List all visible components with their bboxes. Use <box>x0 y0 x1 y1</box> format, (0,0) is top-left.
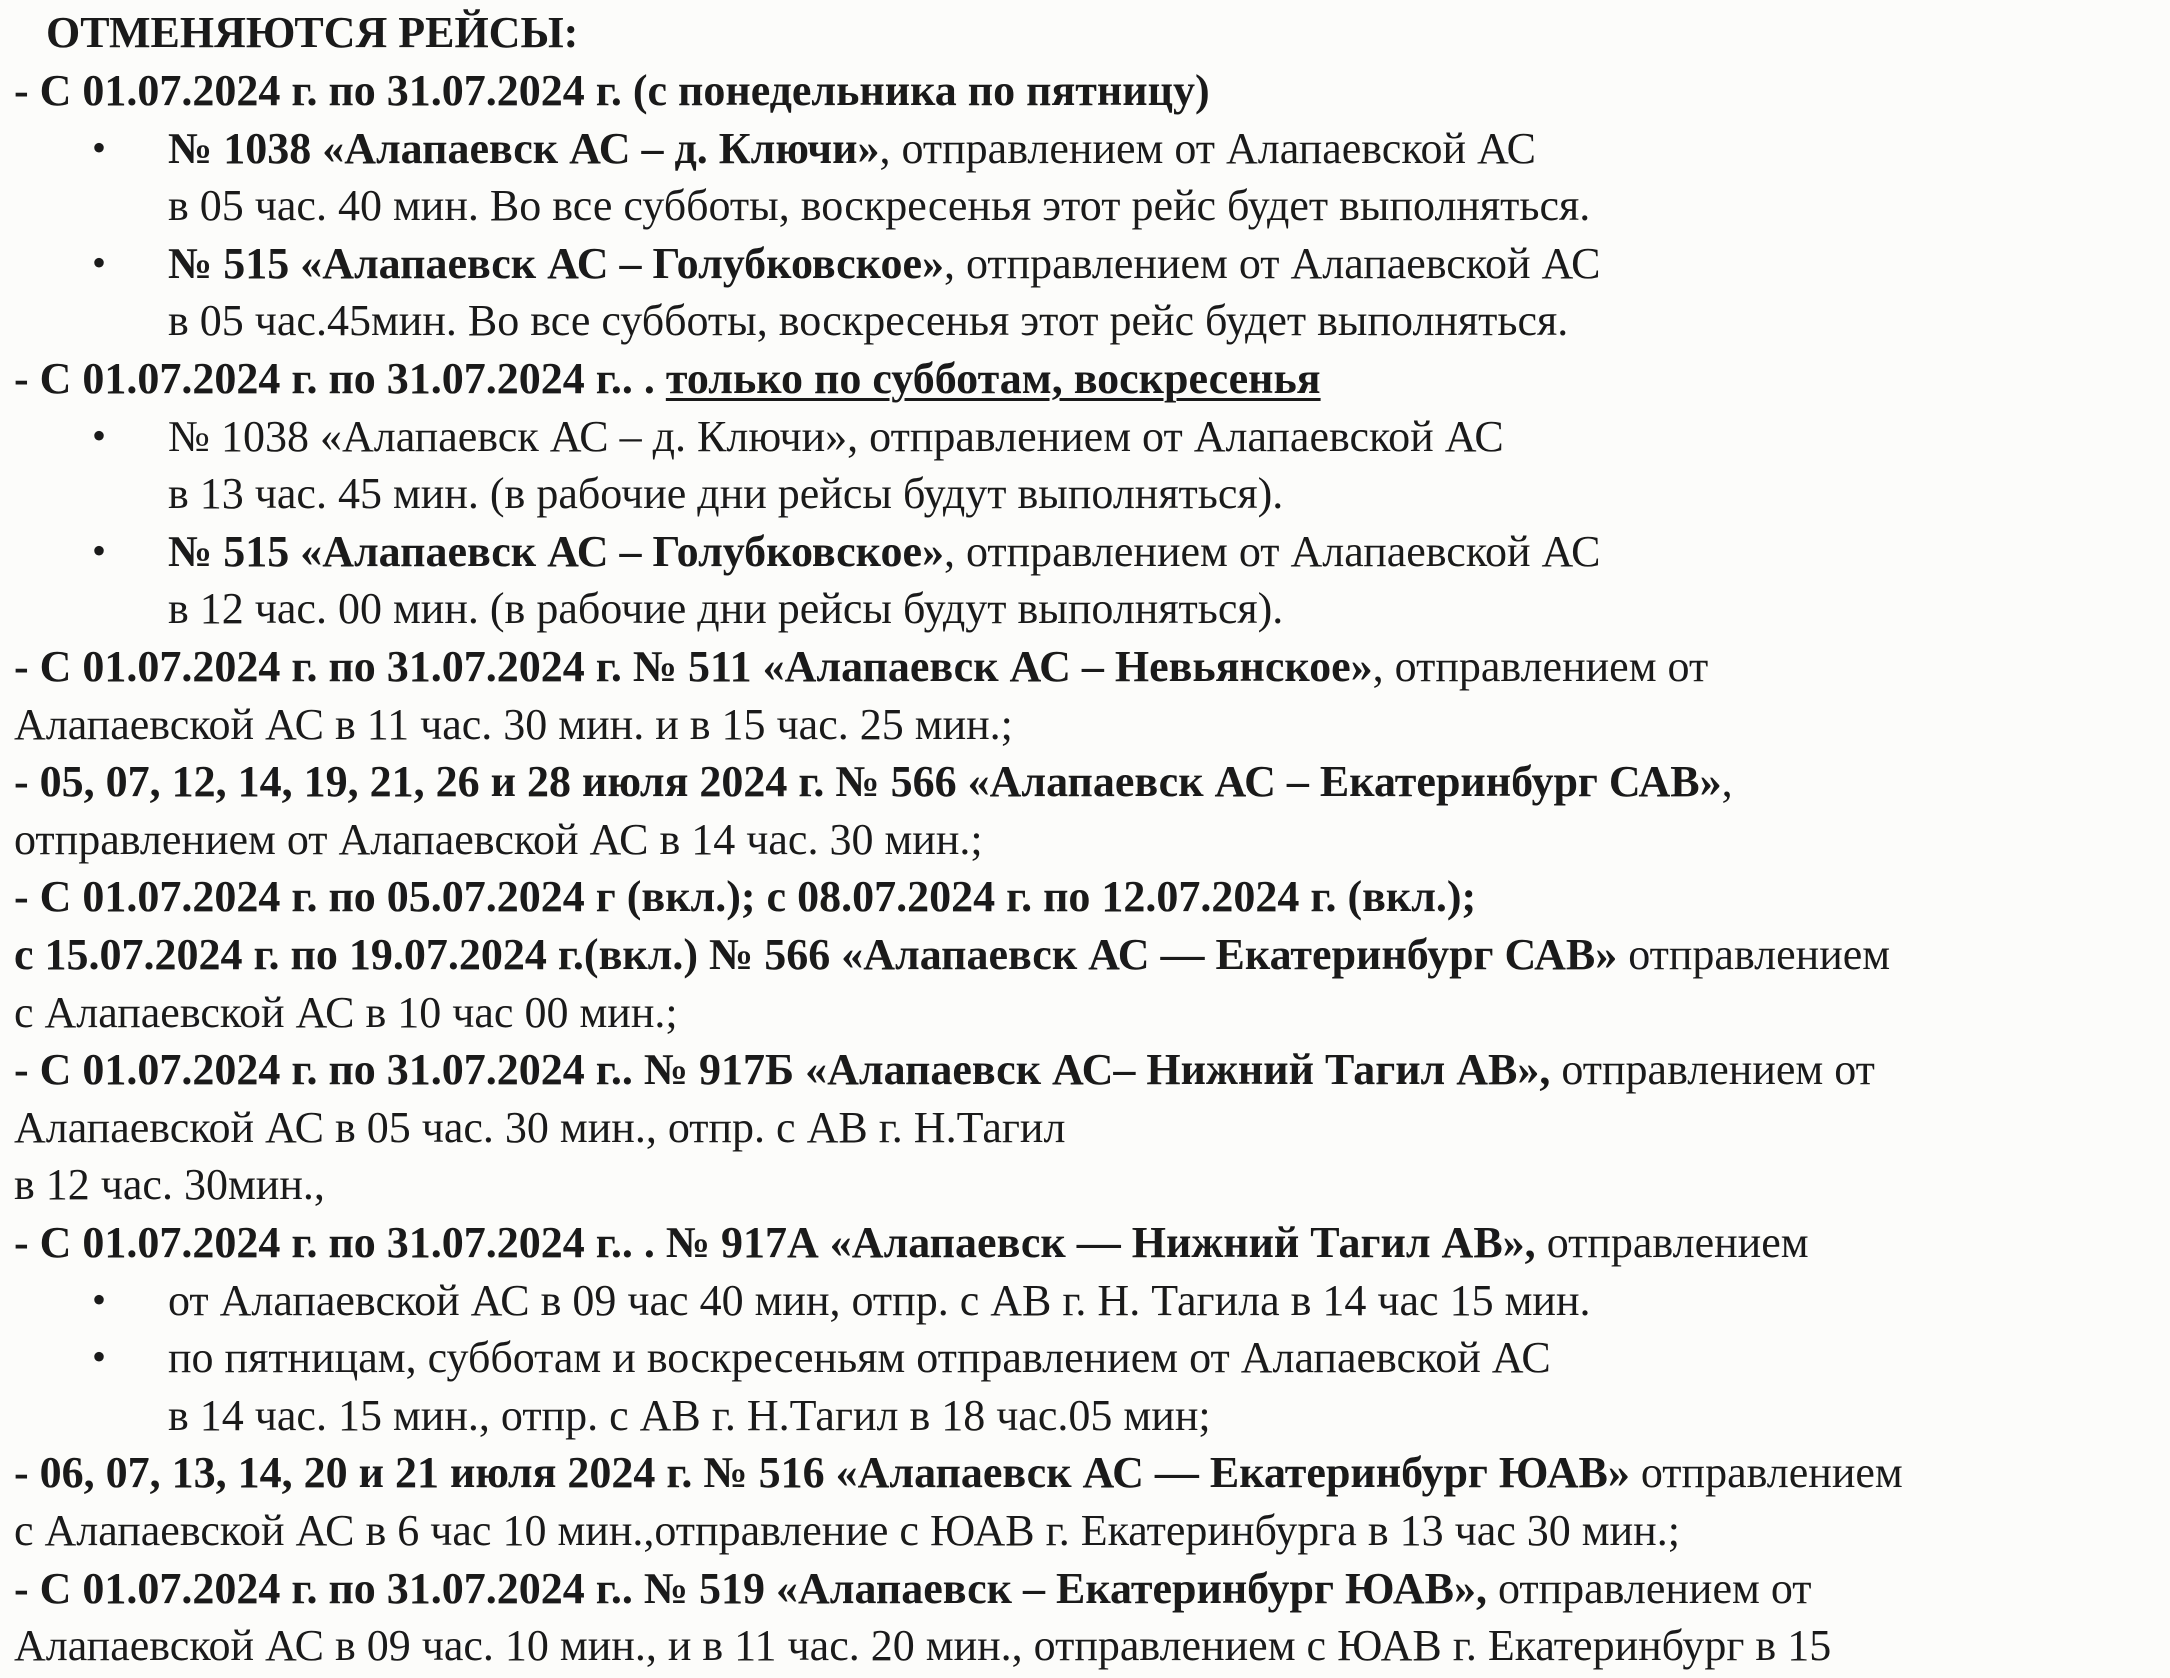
text-segment: в 05 час.45мин. Во все субботы, воскресенья этот рейс будет выполняться. <box>168 296 1569 346</box>
text-segment: - С 01.07.2024 г. по 31.07.2024 г.. . <box>14 354 666 403</box>
bullet-icon: • <box>92 1334 107 1380</box>
text-segment: с Алапаевской АС в 10 час 00 мин.; <box>14 987 678 1037</box>
text-line <box>168 292 1568 350</box>
bullet-item <box>168 120 1536 178</box>
text-segment: , отправлением от <box>1372 642 1709 691</box>
text-line <box>14 1214 1809 1272</box>
text-line <box>14 926 1890 984</box>
text-segment: - 06, 07, 13, 14, 20 и 21 июля 2024 г. № 516 «Алапаевск АС — Екатеринбург ЮАВ» <box>14 1448 1630 1498</box>
text-line <box>14 1560 1811 1618</box>
text-segment: Алапаевской АС в 05 час. 30 мин., отпр. с АВ г. Н.Тагил <box>14 1102 1066 1152</box>
text-line <box>14 1156 325 1214</box>
text-line <box>14 1099 1065 1157</box>
text-segment: только по субботам, воскресенья <box>665 354 1321 403</box>
text-line <box>14 1502 1680 1560</box>
text-segment: - С 01.07.2024 г. по 31.07.2024 г. (с понедельника по пятницу) <box>14 66 1210 115</box>
bullet-item <box>168 523 1600 581</box>
text-segment: , отправлением от Алапаевской АС <box>943 526 1601 576</box>
text-segment: по пятницам, субботам и воскресеньям отправлением от Алапаевской АС <box>168 1333 1551 1383</box>
text-segment: отправлением от <box>1550 1045 1875 1095</box>
text-line <box>168 177 1590 235</box>
bullet-item <box>168 235 1600 293</box>
text-line <box>14 1444 1903 1502</box>
text-segment: отправлением от Алапаевской АС в 14 час. 30 мин.; <box>14 814 983 864</box>
text-segment: отправлением от <box>1486 1563 1812 1613</box>
text-line <box>14 1041 1875 1099</box>
text-line <box>14 984 678 1042</box>
text-segment: № 1038 «Алапаевск АС – д. Ключи», отправлением от Алапаевской АС <box>168 411 1504 461</box>
text-line <box>14 696 1013 754</box>
text-segment: - С 01.07.2024 г. по 31.07.2024 г.. № 917Б «Алапаевск АС– Нижний Тагил АВ», <box>14 1045 1551 1095</box>
text-segment: № 515 «Алапаевск АС – Голубковское» <box>168 238 944 288</box>
text-line <box>14 811 983 869</box>
text-segment: в 14 час. 15 мин., отпр. с АВ г. Н.Тагил в 18 час.05 мин; <box>168 1390 1211 1440</box>
bullet-icon: • <box>92 1276 107 1322</box>
text-segment: отправлением <box>1535 1218 1809 1267</box>
bullet-icon: • <box>92 412 107 458</box>
text-segment: - 05, 07, 12, 14, 19, 21, 26 и 28 июля 2024 г. № 566 «Алапаевск АС – Екатеринбург САВ» <box>14 757 1722 807</box>
text-segment: отправлением <box>1629 1448 1903 1498</box>
text-segment: отправлением <box>1617 930 1891 979</box>
bullet-item <box>168 1272 1591 1330</box>
text-segment: с 15.07.2024 г. по 19.07.2024 г.(вкл.) № 566 «Алапаевск АС — Екатеринбург САВ» <box>14 930 1618 979</box>
text-segment: № 515 «Алапаевск АС – Голубковское» <box>168 526 944 576</box>
text-segment: с Алапаевской АС в 6 час 10 мин.,отправление с ЮАВ г. Екатеринбурга в 13 час 30 мин.; <box>14 1506 1680 1555</box>
bullet-icon: • <box>92 527 107 573</box>
text-line <box>168 465 1283 523</box>
text-segment: № 1038 «Алапаевск АС – д. Ключи» <box>168 123 880 173</box>
text-line <box>14 62 1210 120</box>
bullet-icon: • <box>92 239 107 285</box>
text-segment: - С 01.07.2024 г. по 31.07.2024 г. № 511 «Алапаевск АС – Невьянское» <box>14 642 1373 691</box>
text-segment: от Алапаевской АС в 09 час 40 мин, отпр. с АВ г. Н. Тагила в 14 час 15 мин. <box>168 1275 1591 1325</box>
text-line <box>14 350 1321 408</box>
text-segment: - С 01.07.2024 г. по 05.07.2024 г (вкл.); с 08.07.2024 г. по 12.07.2024 г. (вкл.); <box>14 872 1477 922</box>
text-segment: , отправлением от Алапаевской АС <box>879 123 1536 173</box>
bullet-item <box>168 408 1504 466</box>
text-segment: , отправлением от Алапаевской АС <box>943 238 1601 288</box>
text-segment: в 12 час. 00 мин. (в рабочие дни рейсы будут выполняться). <box>168 584 1284 634</box>
text-line <box>14 638 1708 696</box>
text-segment: в 13 час. 45 мин. (в рабочие дни рейсы будут выполняться). <box>168 469 1284 519</box>
text-line <box>14 868 1476 926</box>
text-line <box>14 1617 1831 1675</box>
text-segment: - С 01.07.2024 г. по 31.07.2024 г.. № 519 «Алапаевск – Екатеринбург ЮАВ», <box>14 1563 1487 1613</box>
text-segment: - С 01.07.2024 г. по 31.07.2024 г.. . № 917А «Алапаевск — Нижний Тагил АВ», <box>14 1218 1536 1267</box>
text-segment: Алапаевской АС в 09 час. 10 мин., и в 11 час. 20 мин., отправлением с ЮАВ г. Екатеринбург в 15 <box>14 1621 1832 1671</box>
text-line <box>168 580 1283 638</box>
bullet-item <box>168 1329 1551 1387</box>
text-line <box>14 753 1733 811</box>
document-title: ОТМЕНЯЮТСЯ РЕЙСЫ: <box>46 8 579 57</box>
text-segment: в 05 час. 40 мин. Во все субботы, воскресенья этот рейс будет выполняться. <box>168 181 1591 231</box>
text-segment: Алапаевской АС в 11 час. 30 мин. и в 15 час. 25 мин.; <box>14 699 1013 749</box>
text-segment: в 12 час. 30мин., <box>14 1160 325 1210</box>
text-line <box>168 1387 1211 1445</box>
bullet-icon: • <box>92 124 107 170</box>
text-segment: , <box>1721 757 1733 807</box>
